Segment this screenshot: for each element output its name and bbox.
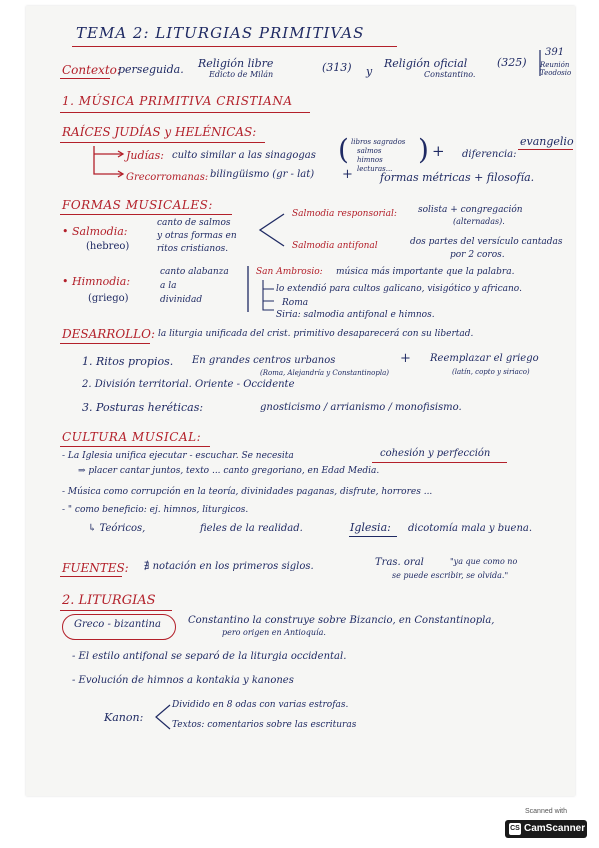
- salmodia-label: • Salmodia:: [62, 225, 128, 238]
- greco-plus: +: [342, 167, 353, 182]
- liturgias-line1: - El estilo antifonal se separó de la liturgia occidental.: [72, 651, 347, 662]
- camscanner-logo-box: [505, 820, 587, 838]
- salm-resp-note: (alternadas).: [453, 217, 505, 226]
- evangelio-text: evangelio: [520, 135, 574, 148]
- desarrollo-item1-plus: +: [400, 351, 411, 366]
- desarrollo-item1-text: En grandes centros urbanos: [192, 355, 336, 366]
- kanon-line1: Dividido en 8 odas con varias estrofas.: [172, 700, 349, 710]
- ambrosio-label: San Ambrosio:: [256, 267, 323, 277]
- himnodia-sub: (griego): [88, 293, 129, 304]
- raices-heading: RAÍCES JUDÍAS y HELÉNICAS:: [62, 125, 257, 139]
- salm-resp-text: solista + congregación: [418, 205, 523, 215]
- camscanner-badge: [505, 808, 587, 840]
- section2-heading: 2. LITURGIAS: [62, 593, 156, 608]
- salm-anti-label: Salmodia antifonal: [292, 241, 378, 251]
- fuentes-quote-line: se puede escribir, se olvida.": [392, 571, 509, 580]
- judias-label: Judías:: [126, 149, 164, 162]
- contexto-religion-libre: Religión libre: [198, 57, 274, 70]
- desarrollo-item3-label: 3. Posturas heréticas:: [82, 401, 204, 414]
- greco-label: Grecorromanas:: [126, 172, 209, 183]
- judias-paren-list: [351, 138, 421, 174]
- cultura-line3: - Música como corrupción en la teoría, divinidades paganas, disfrute, horrores ...: [62, 487, 433, 497]
- camscanner-name: CamScanner: [524, 823, 586, 834]
- formas-heading: FORMAS MUSICALES:: [62, 198, 213, 212]
- himnodia-separator: [246, 266, 250, 312]
- cultura-dicotomia: dicotomía mala y buena.: [408, 523, 533, 534]
- greco-text: bilingüismo (gr - lat): [210, 169, 315, 180]
- kanon-label: Kanon:: [104, 711, 144, 724]
- fuentes-text: ∄ notación en los primeros siglos.: [144, 561, 314, 572]
- section1-heading: 1. MÚSICA PRIMITIVA CRISTIANA: [62, 94, 293, 108]
- formas-underline: [60, 214, 232, 215]
- fuentes-quote-line: "ya que como no: [450, 557, 518, 566]
- iglesia-underline: [349, 536, 397, 537]
- liturgias-line2: - Evolución de himnos a kontakia y kanones: [72, 675, 294, 686]
- desarrollo-item1-reemplazar: Reemplazar el griego: [430, 353, 539, 364]
- desarrollo-item1-sub: (Roma, Alejandría y Constantinopla): [260, 369, 389, 377]
- kanon-line2: Textos: comentarios sobre las escrituras: [172, 720, 357, 730]
- raices-underline: [60, 142, 265, 143]
- himnodia-desc-line: divinidad: [160, 295, 203, 305]
- contexto-y: y: [366, 65, 373, 78]
- ambrosio-roma: Roma: [282, 298, 309, 308]
- greco-bizantina-sub: pero origen en Antioquía.: [222, 628, 326, 637]
- contexto-reunion: Reunión Teodosio: [540, 61, 572, 77]
- himnodia-desc-line: a la: [160, 281, 177, 291]
- salm-resp-label: Salmodia responsorial:: [292, 209, 397, 219]
- desarrollo-underline: [60, 343, 150, 344]
- greco-bizantina-text: Constantino la construye sobre Bizancio, en Constantinopla,: [188, 615, 495, 626]
- ambrosio-siria: Siria: salmodia antifonal e himnos.: [276, 310, 435, 320]
- title-underline: [72, 46, 397, 47]
- contexto-constantino: Constantino.: [424, 70, 476, 79]
- contexto-year391: 391: [545, 47, 565, 58]
- himnodia-desc-line: canto alabanza: [160, 267, 229, 277]
- salmodia-desc-line: ritos cristianos.: [157, 244, 229, 254]
- cohesion-underline: [372, 462, 507, 463]
- evangelio-underline: [518, 149, 573, 150]
- ambrosio-line2: lo extendió para cultos galicano, visigótico y africano.: [276, 284, 522, 294]
- judias-plus: +: [432, 142, 445, 160]
- camscanner-icon: CS: [509, 823, 521, 835]
- contexto-label: Contexto:: [62, 63, 121, 77]
- raices-branch-arrow: [88, 146, 128, 180]
- section2-underline: [60, 610, 172, 611]
- ambrosio-line1-rest: música más importante que la palabra.: [336, 267, 515, 277]
- cultura-heading: CULTURA MUSICAL:: [62, 430, 202, 444]
- salmodia-desc-line: y otras formas en: [157, 231, 237, 241]
- judias-paren-item: himnos: [357, 156, 383, 164]
- desarrollo-item1-langs: (latín, copto y siriaco): [452, 368, 530, 376]
- fuentes-trad: Tras. oral: [375, 557, 424, 568]
- contexto-edicto: Edicto de Milán: [209, 70, 274, 79]
- desarrollo-item1-label: 1. Ritos propios.: [82, 355, 174, 368]
- cultura-underline: [60, 446, 210, 447]
- fuentes-label: FUENTES:: [62, 561, 129, 575]
- contexto-religion-oficial: Religión oficial: [384, 57, 468, 70]
- fuentes-underline: [60, 576, 122, 577]
- diferencia-label: diferencia:: [462, 149, 517, 160]
- scanned-with-text: Scanned with: [524, 808, 568, 815]
- desarrollo-item3-text: gnosticismo / arrianismo / monofisismo.: [260, 402, 462, 413]
- contexto-year325: (325): [497, 56, 527, 69]
- ambrosio-arrows: [260, 280, 276, 316]
- judias-paren-item: salmos: [357, 147, 382, 155]
- page-title: TEMA 2: LITURGIAS PRIMITIVAS: [76, 24, 365, 42]
- judias-paren-item: lecturas...: [357, 165, 393, 173]
- desarrollo-text: la liturgia unificada del crist. primitivo desaparecerá con su libertad.: [158, 329, 474, 339]
- cultura-cohesion: cohesión y perfección: [380, 448, 491, 459]
- contexto-separator: [538, 50, 542, 76]
- contexto-year313: (313): [322, 61, 352, 74]
- himnodia-label: • Himnodia:: [62, 275, 131, 288]
- salmodia-sub: (hebreo): [86, 241, 130, 252]
- judias-paren-item: libros sagrados: [351, 138, 406, 146]
- cultura-line4: - " como beneficio: ej. himnos, liturgicos.: [62, 505, 249, 515]
- contexto-perseguida: perseguida.: [118, 63, 184, 76]
- greco-bizantina-label: Greco - bizantina: [74, 619, 161, 630]
- contexto-underline: [60, 78, 110, 79]
- salmodia-desc-line: canto de salmos: [157, 218, 231, 228]
- desarrollo-label: DESARROLLO:: [62, 327, 155, 341]
- desarrollo-item2: 2. División territorial. Oriente - Occidente: [82, 379, 295, 390]
- cultura-teoricos: ↳ Teóricos,: [88, 523, 146, 534]
- judias-paren-open: (: [338, 133, 349, 166]
- judias-paren-close: ): [418, 133, 429, 166]
- cultura-line1: - La Iglesia unifica ejecutar - escuchar. Se necesita: [62, 451, 294, 461]
- greco-rest: formas métricas + filosofía.: [380, 171, 535, 184]
- cultura-line2: ⇒ placer cantar juntos, texto ... canto gregoriano, en Edad Media.: [78, 466, 380, 476]
- judias-text: culto similar a las sinagogas: [172, 150, 316, 161]
- cultura-iglesia: Iglesia:: [350, 521, 391, 534]
- salmodia-bracket: [258, 213, 286, 247]
- salm-anti-note: por 2 coros.: [450, 250, 505, 260]
- kanon-bracket: [154, 704, 172, 730]
- salm-anti-text: dos partes del versículo cantadas: [410, 237, 563, 247]
- cultura-teoricos-text: fieles de la realidad.: [200, 523, 303, 534]
- section1-underline: [60, 112, 310, 113]
